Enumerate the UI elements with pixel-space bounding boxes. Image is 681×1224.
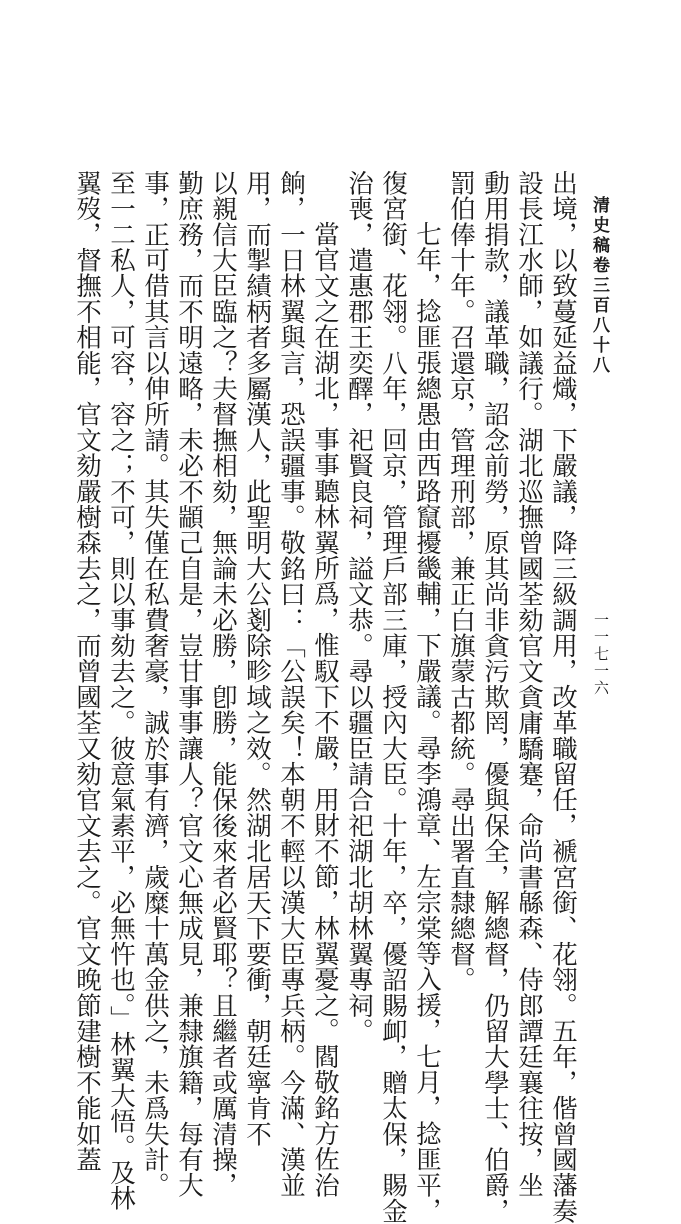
text-column: 以親信大臣臨之？夫督撫相劾，無論未必勝，卽勝，能保後來者必賢耶？且繼者或厲清操， — [208, 170, 238, 1198]
book-title: 清史稿卷三百八十八 — [589, 196, 609, 376]
text-column: 用，而掣績柄者多屬漢人，此聖明大公剗除畛域之效。然湖北居天下要衝，朝廷寧肯不 — [242, 170, 272, 1147]
text-column: 治喪，遣惠郡王奕醳，祀賢良祠，謚文恭。尋以疆臣請合祀湖北胡林翼專祠。 — [344, 170, 374, 1044]
body-text — [72, 170, 580, 1224]
text-column: 事，正可借其言以伸所請。其失僅在私費奢豪，誠於事有濟，歲糜十萬金供之，未爲失計。 — [140, 170, 170, 1198]
text-column: 餉，一日林翼與言，恐誤疆事。敬銘曰：「公誤矣！本朝不輕以漢大臣專兵柄。今滿、漢並 — [276, 170, 306, 1198]
text-column: 勤庶務，而不明遠略，未必不顓己自是，豈甘事事讓人？官文心無成見，兼隸旗籍，每有大 — [174, 170, 204, 1198]
text-column: 罰伯俸十年。召還京，管理刑部，兼正白旗蒙古都統。尋出署直隸總督。 — [446, 170, 476, 993]
text-column: 動用捐款，議革職，詔念前勞，原其尚非貪污欺罔，優與保全，解總督，仍留大學士、伯爵， — [480, 170, 510, 1224]
text-column: 翼歿，督撫不相能，官文劾嚴樹森去之，而曾國荃又劾官文去之。官文晚節建樹不能如蓋 — [72, 170, 102, 1173]
text-column: 復宮銜、花翎。八年，回京，管理戶部三庫，授內大臣。十年，卒，優詔賜卹，贈太保，賜金 — [378, 170, 408, 1224]
text-column: 七年，捻匪張總愚由西路竄擾畿輔，下嚴議。尋李鴻章、左宗棠等入援，七月，捻匪平， — [412, 221, 442, 1224]
text-column: 設長江水師，如議行。湖北巡撫曾國荃劾官文貪庸驕蹇，命尚書緜森、侍郎譚廷襄往按，坐 — [514, 170, 544, 1198]
page-number: 一一七一六 — [592, 612, 610, 697]
text-column: 當官文之在湖北，事事聽林翼所爲，惟馭下不嚴，用財不節，林翼憂之。閻敬銘方佐治 — [310, 221, 340, 1198]
text-column: 至一二私人，可容，容之；不可，則以事劾去之。彼意氣素平，必無忤也。」林翼大悟。及林 — [106, 170, 136, 1211]
text-column: 出境，以致蔓延益熾，下嚴議，降三級調用，改革職留任，褫宮銜、花翎。五年，偕曾國藩奏 — [548, 170, 578, 1224]
